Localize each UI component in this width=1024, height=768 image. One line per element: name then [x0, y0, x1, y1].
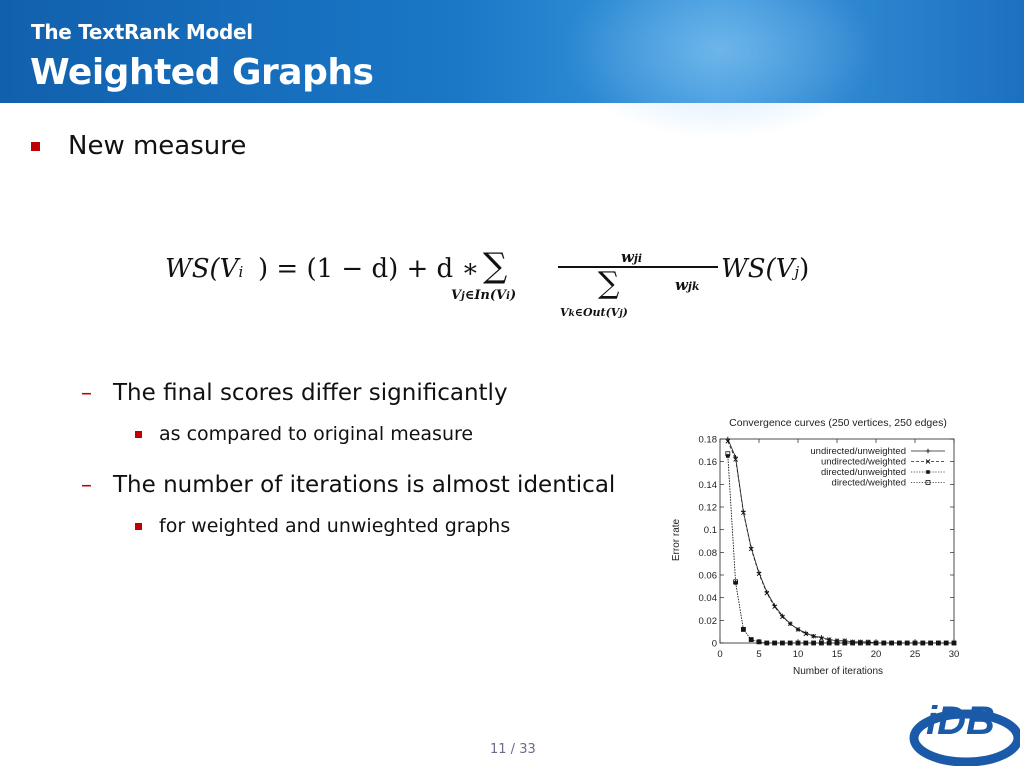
- y-tick-label: 0.02: [698, 615, 717, 627]
- page-separator: /: [506, 742, 520, 757]
- sum-symbol: ∑: [483, 246, 508, 286]
- y-tick-label: 0.16: [698, 457, 717, 469]
- square-bullet-icon: [135, 431, 142, 438]
- y-tick-label: 0.08: [698, 547, 717, 559]
- x-tick-label: 0: [717, 649, 723, 660]
- chart-title: Convergence curves (250 vertices, 250 edges): [729, 417, 947, 429]
- legend-label-2: directed/unweighted: [820, 467, 906, 478]
- dash-bullet-icon: –: [81, 473, 92, 498]
- legend-label-1: undirected/weighted: [820, 456, 906, 468]
- legend-label-0: undirected/unweighted: [810, 446, 906, 457]
- y-tick-label: 0.1: [703, 525, 717, 537]
- detail-bullet-compared: [135, 423, 473, 445]
- x-tick-label: 25: [909, 649, 921, 660]
- y-tick-label: 0: [711, 638, 717, 650]
- x-tick-label: 5: [756, 649, 762, 660]
- logo-ring-text: INTERNET DATABASE LAB: [923, 737, 1006, 759]
- formula-middle: ) = (1 − d) + d ∗: [258, 254, 480, 284]
- sub-bullet-scores-text: The final scores differ significantly: [113, 380, 508, 406]
- slide-section-title: The TextRank Model: [31, 20, 253, 44]
- sum-index: Vj∈In(Vi): [451, 288, 517, 303]
- page-total: 33: [519, 742, 536, 757]
- convergence-chart: [662, 408, 974, 686]
- sub-bullet-iterations-text: The number of iterations is almost identical: [113, 472, 616, 498]
- denominator-index: Vk∈Out(Vj): [560, 306, 628, 319]
- denominator-weight: wjk: [675, 276, 700, 294]
- page-number: [490, 742, 536, 757]
- slide-title: Weighted Graphs: [30, 52, 374, 93]
- square-bullet-icon: [135, 523, 142, 530]
- x-tick-label: 15: [831, 649, 843, 660]
- main-bullet: [31, 131, 246, 161]
- legend-marker-0: [926, 449, 930, 453]
- formula-rhs: WS(Vj): [721, 254, 810, 284]
- detail-bullet-graphs-text: for weighted and unwieghted graphs: [159, 515, 511, 537]
- sub-bullet-iterations: [81, 472, 615, 498]
- denominator-sum-symbol: ∑: [598, 266, 620, 301]
- chart-y-axis-label: Error rate: [671, 518, 682, 562]
- dash-bullet-icon: –: [81, 381, 92, 406]
- data-point-0: [726, 437, 730, 441]
- fraction-numerator: wji: [621, 248, 643, 266]
- y-tick-label: 0.14: [698, 479, 717, 491]
- title-banner: [0, 0, 1024, 103]
- y-tick-label: 0.18: [698, 434, 717, 446]
- y-tick-label: 0.12: [698, 502, 717, 514]
- banner-glow: [560, 0, 880, 140]
- legend-marker-2: [926, 470, 930, 474]
- x-tick-label: 30: [948, 649, 960, 660]
- x-tick-label: 20: [870, 649, 882, 660]
- y-tick-label: 0.06: [698, 570, 717, 582]
- idb-lab-logo: [908, 690, 1020, 766]
- logo-wordmark: iDB: [926, 699, 995, 743]
- main-bullet-text: New measure: [68, 131, 247, 161]
- weighted-score-formula: [165, 244, 825, 334]
- square-bullet-icon: [31, 142, 40, 151]
- detail-bullet-graphs: [135, 515, 510, 537]
- x-tick-label: 10: [792, 649, 804, 660]
- sub-bullet-scores: [81, 380, 508, 406]
- detail-bullet-compared-text: as compared to original measure: [159, 423, 474, 445]
- chart-x-axis-label: Number of iterations: [792, 666, 884, 677]
- y-tick-label: 0.04: [698, 593, 717, 605]
- page-current: 11: [490, 742, 507, 757]
- fraction-line: [558, 266, 718, 268]
- legend-label-3: directed/weighted: [831, 477, 906, 489]
- formula-lhs: WS(Vi: [165, 254, 244, 284]
